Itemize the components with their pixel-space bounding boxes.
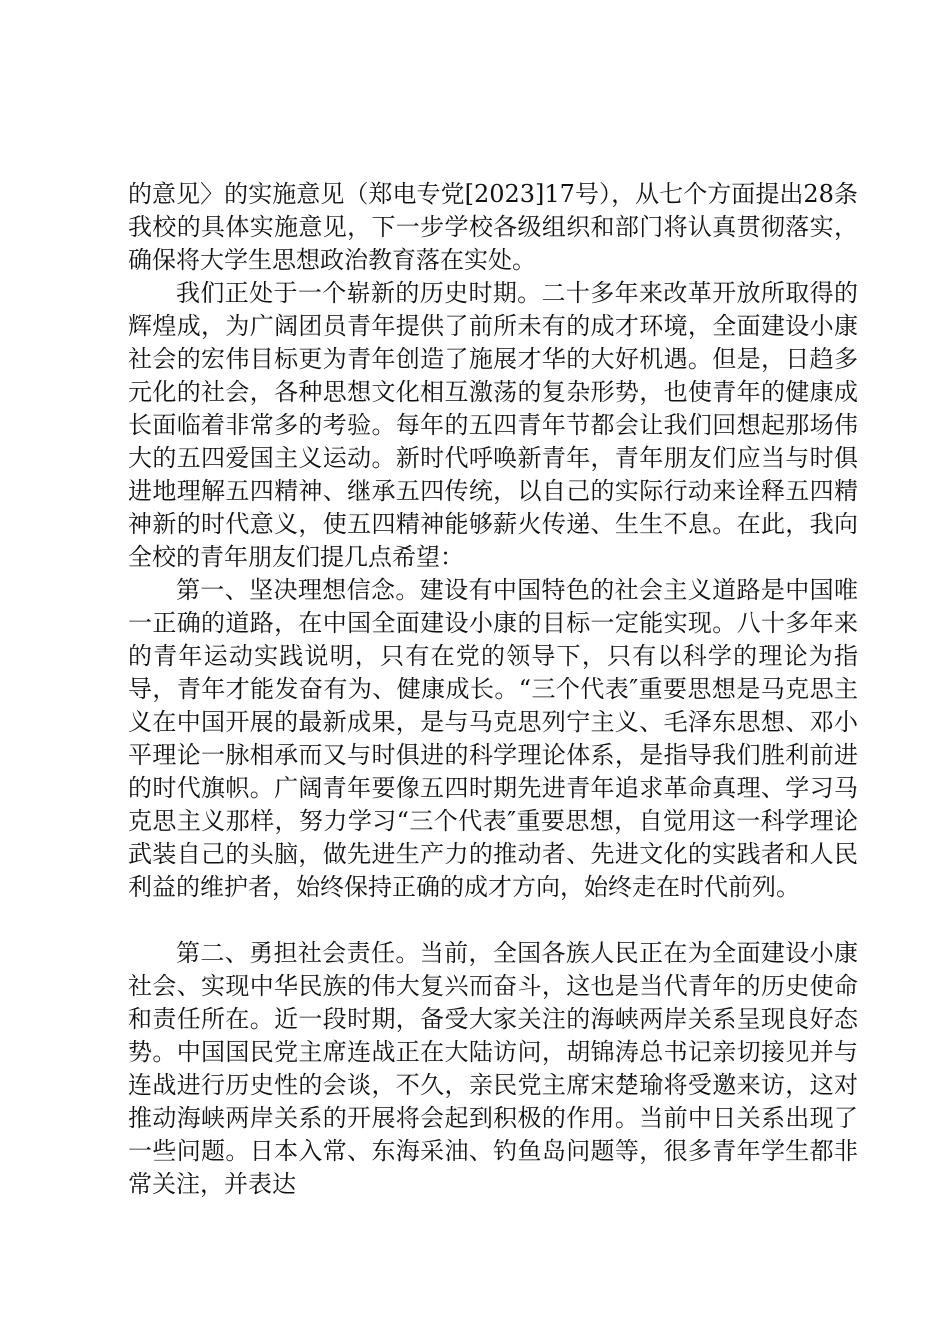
paragraph-gap xyxy=(128,904,858,937)
paragraph-continuation: 的意见〉的实施意见（郑电专党[2023]17号），从七个方面提出28条我校的具体实施意见，下一步学校各级组织和部门将认真贯彻落实，确保将大学生思想政治教育落在实处。 xyxy=(128,180,858,274)
paragraph-second-hope: 第二、勇担社会责任。当前，全国各族人民正在为全面建设小康社会、实现中华民族的伟大复兴而奋斗，这也是当代青年的历史使命和责任所在。近一段时期，备受大家关注的海峡两岸关系呈现良好态势。中国国民党主席连战正在大陆访问，胡锦涛总书记亲切接见并与连战进行历史性的会谈，不久，亲民党主席宋楚瑜将受邀来访，这对推动海峡两岸关系的开展将会起到积极的作用。当前中日关系出现了一些问题。日本入常、东海采油、钓鱼岛问题等，很多青年学生都非常关注，并表达 xyxy=(128,939,858,1198)
document-body xyxy=(128,178,858,1201)
paragraph-new-era: 我们正处于一个崭新的历史时期。二十多年来改革开放所取得的辉煌成，为广阔团员青年提供了前所未有的成才环境，全面建设小康社会的宏伟目标更为青年创造了施展才华的大好机遇。但是，日趋多元化的社会，各种思想文化相互激荡的复杂形势，也使青年的健康成长面临着非常多的考验。每年的五四青年节都会让我们回想起那场伟大的五四爱国主义运动。新时代呼唤新青年，青年朋友们应当与时俱进地理解五四精神、继承五四传统，以自己的实际行动来诠释五四精神新的时代意义，使五四精神能够薪火传递、生生不息。在此，我向全校的青年朋友们提几点希望： xyxy=(128,279,858,571)
paragraph-first-hope: 第一、坚决理想信念。建设有中国特色的社会主义道路是中国唯一正确的道路，在中国全面建设小康的目标一定能实现。八十多年来的青年运动实践说明，只有在党的领导下，只有以科学的理论为指导，青年才能发奋有为、健康成长。“三个代表″重要思想是马克思主义在中国开展的最新成果，是与马克思列宁主义、毛泽东思想、邓小平理论一脉相承而又与时俱进的科学理论体系，是指导我们胜利前进的时代旗帜。广阔青年要像五四时期先进青年追求革命真理、学习马克思主义那样，努力学习“三个代表″重要思想，自觉用这一科学理论武装自己的头脑，做先进生产力的推动者、先进文化的实践者和人民利益的维护者，始终保持正确的成才方向，始终走在时代前列。 xyxy=(128,576,858,901)
